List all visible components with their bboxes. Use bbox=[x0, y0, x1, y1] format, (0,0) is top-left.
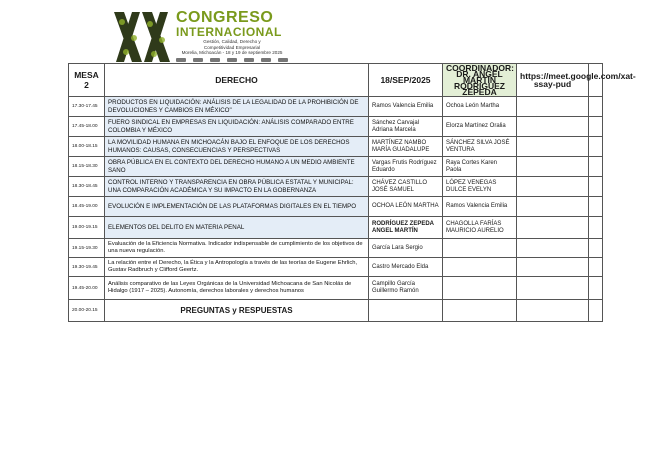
topic-cell: FUERO SINDICAL EN EMPRESAS EN LIQUIDACIÓN: ANÁLISIS COMPARADO ENTRE COLOMBIA Y MÉXICO bbox=[105, 117, 369, 137]
empty-cell bbox=[589, 157, 603, 177]
topic-cell: OBRA PÚBLICA EN EL CONTEXTO DEL DERECHO HUMANO A UN MEDIO AMBIENTE SANO bbox=[105, 157, 369, 177]
empty-cell bbox=[517, 157, 589, 177]
empty-cell bbox=[589, 117, 603, 137]
empty-cell bbox=[517, 97, 589, 117]
topic-cell: EVOLUCIÓN E IMPLEMENTACIÓN DE LAS PLATAFORMAS DIGITALES EN EL TIEMPO bbox=[105, 197, 369, 217]
roman-numeral-logo bbox=[112, 10, 172, 64]
qa-cell: PREGUNTAS y RESPUESTAS bbox=[105, 300, 369, 322]
area-label: DERECHO bbox=[105, 64, 369, 97]
commentator-cell bbox=[443, 277, 517, 300]
table-row bbox=[69, 239, 603, 258]
empty-cell bbox=[517, 258, 589, 277]
topic-cell: LA MOVILIDAD HUMANA EN MICHOACÁN BAJO EL ENFOQUE DE LOS DERECHOS HUMANOS: CAUSAS, CONSECUENCIAS Y PERSPECTIVAS bbox=[105, 137, 369, 157]
meet-link[interactable]: https://meet.google.com/xat-ssay-pud bbox=[517, 64, 589, 97]
empty-cell bbox=[589, 277, 603, 300]
time-cell: 19.30-19.45 bbox=[69, 258, 105, 277]
table-row bbox=[69, 258, 603, 277]
empty-cell bbox=[589, 177, 603, 197]
logo-line-1: Gestión, Calidad, Derecho y bbox=[203, 39, 261, 44]
congress-logo bbox=[112, 10, 312, 64]
speaker-cell: CHÁVEZ CASTILLO JOSÉ SAMUEL bbox=[369, 177, 443, 197]
empty-cell bbox=[589, 239, 603, 258]
logo-subtitle: INTERNACIONAL bbox=[176, 25, 282, 39]
empty-cell bbox=[589, 137, 603, 157]
empty-cell bbox=[589, 300, 603, 322]
empty-cell bbox=[517, 197, 589, 217]
time-cell: 19.45-20.00 bbox=[69, 277, 105, 300]
empty-cell bbox=[589, 258, 603, 277]
empty-cell bbox=[589, 217, 603, 239]
logo-line-3: Morelia, Michoacán - 18 y 19 de septiembre 2025 bbox=[181, 50, 283, 56]
schedule-table bbox=[68, 63, 636, 322]
coordinator-label: COORDINADOR: DR. ANGEL MARTÍN RODRIGUEZ ZEPEDA bbox=[443, 64, 517, 97]
time-cell: 18.30-18.45 bbox=[69, 177, 105, 197]
table-row bbox=[69, 277, 603, 300]
speaker-cell: Sánchez Carvajal Adriana Marcela bbox=[369, 117, 443, 137]
empty-cell bbox=[517, 117, 589, 137]
topic-cell: Evaluación de la Eficiencia Normativa. Indicador indispensable de cumplimiento de los objetivos de una nueva regulación. bbox=[105, 239, 369, 258]
topic-cell: ELEMENTOS DEL DELITO EN MATERIA PENAL bbox=[105, 217, 369, 239]
table-row bbox=[69, 157, 603, 177]
empty-cell bbox=[517, 217, 589, 239]
topic-cell: CONTROL INTERNO Y TRANSPARENCIA EN OBRA PÚBLICA ESTATAL Y MUNICIPAL: UNA COMPARACIÓN ACADÉMICA Y SU IMPACTO EN LA GOBERNANZA bbox=[105, 177, 369, 197]
topic-cell: La relación entre el Derecho, la Ética y la Antropología a través de las teorías de Eugene Ehrlich, Gustav Radbruch y Clifford Geertz. bbox=[105, 258, 369, 277]
table-row bbox=[69, 97, 603, 117]
commentator-cell: Ramos Valencia Emilia bbox=[443, 197, 517, 217]
speaker-cell: Castro Mercado Elda bbox=[369, 258, 443, 277]
logo-line-2: Competitividad Empresarial bbox=[203, 44, 261, 50]
speaker-cell: MARTÍNEZ NAMBO MARÍA GUADALUPE bbox=[369, 137, 443, 157]
table-row bbox=[69, 217, 603, 239]
time-cell: 17.45-18.00 bbox=[69, 117, 105, 137]
commentator-cell bbox=[443, 239, 517, 258]
speaker-cell: Vargas Frutis Rodríguez Eduardo bbox=[369, 157, 443, 177]
empty-cell bbox=[589, 197, 603, 217]
table-row bbox=[69, 197, 603, 217]
commentator-cell bbox=[443, 258, 517, 277]
empty-cell bbox=[589, 97, 603, 117]
table-row bbox=[69, 177, 603, 197]
empty-cell bbox=[517, 300, 589, 322]
time-cell: 19.15-19.30 bbox=[69, 239, 105, 258]
empty-cell bbox=[517, 177, 589, 197]
time-cell: 17.30-17.45 bbox=[69, 97, 105, 117]
speaker-cell: RODRÍGUEZ ZEPEDA ANGEL MARTÍN bbox=[369, 217, 443, 239]
table-row bbox=[69, 137, 603, 157]
table-header-row bbox=[69, 64, 603, 97]
speaker-cell: Campillo García Guillermo Ramón bbox=[369, 277, 443, 300]
empty-cell bbox=[517, 137, 589, 157]
date-label: 18/SEP/2025 bbox=[369, 64, 443, 97]
time-cell: 18.45-19.00 bbox=[69, 197, 105, 217]
topic-cell: PRODUCTOS EN LIQUIDACIÓN: ANÁLISIS DE LA LEGALIDAD DE LA PROHIBICIÓN DE DEVOLUCIONES Y CAMBIOS EN MÉXICO" bbox=[105, 97, 369, 117]
commentator-cell: Raya Cortes Karen Paola bbox=[443, 157, 517, 177]
commentator-cell: LÓPEZ VENEGAS DULCE EVELYN bbox=[443, 177, 517, 197]
speaker-cell bbox=[369, 300, 443, 322]
commentator-cell: SÁNCHEZ SILVA JOSÉ VENTURA bbox=[443, 137, 517, 157]
time-cell: 19.00-19.15 bbox=[69, 217, 105, 239]
commentator-cell: Elorza Martínez Oralia bbox=[443, 117, 517, 137]
commentator-cell: Ochoa León Martha bbox=[443, 97, 517, 117]
logo-title: CONGRESO bbox=[176, 9, 274, 26]
table-row bbox=[69, 117, 603, 137]
time-cell: 18.15-18.30 bbox=[69, 157, 105, 177]
time-cell: 18.00-18.15 bbox=[69, 137, 105, 157]
empty-cell bbox=[517, 239, 589, 258]
speaker-cell: García Lara Sergio bbox=[369, 239, 443, 258]
commentator-cell: CHAGOLLA FARÍAS MAURICIO AURELIO bbox=[443, 217, 517, 239]
time-cell: 20.00-20.15 bbox=[69, 300, 105, 322]
speaker-cell: OCHOA LEÓN MARTHA bbox=[369, 197, 443, 217]
table-row bbox=[69, 300, 603, 322]
commentator-cell bbox=[443, 300, 517, 322]
empty-cell bbox=[517, 277, 589, 300]
topic-cell: Análisis comparativo de las Leyes Orgánicas de la Universidad Michoacana de San Nicolás de Hidalgo (1917 – 2025). Autonomía, derechos laborales y derechos humanos bbox=[105, 277, 369, 300]
speaker-cell: Ramos Valencia Emilia bbox=[369, 97, 443, 117]
mesa-label: MESA 2 bbox=[69, 64, 105, 97]
